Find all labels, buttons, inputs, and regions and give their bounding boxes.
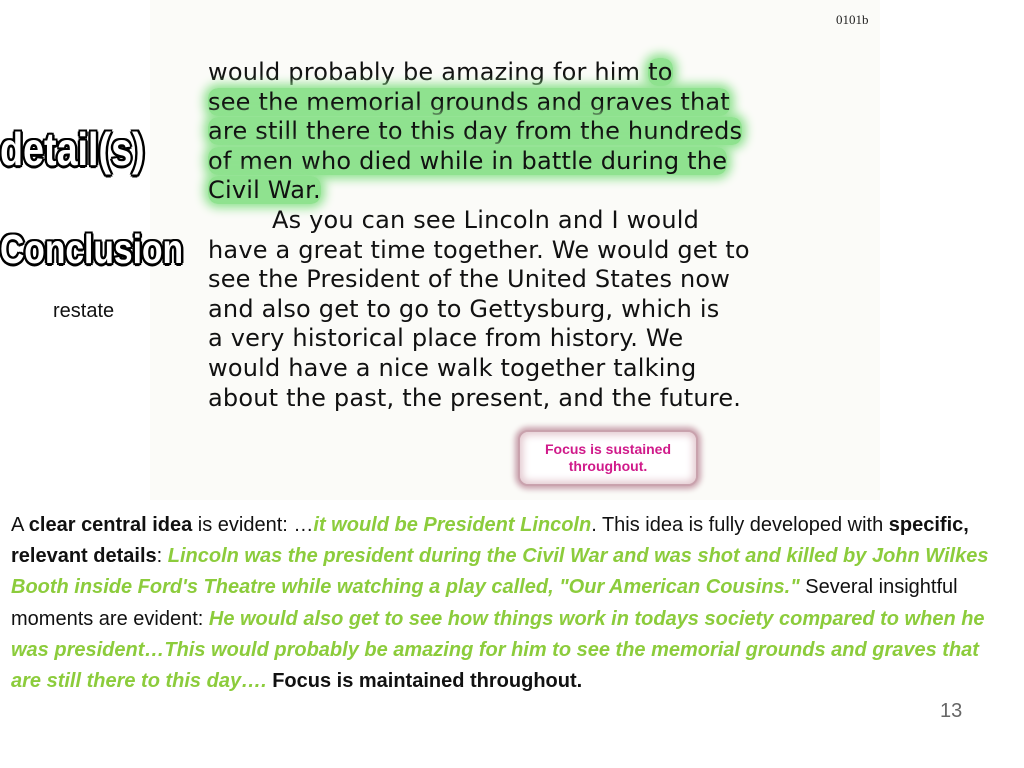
- commentary-bold: specific, relevant details: [11, 514, 969, 568]
- sticky-note: [518, 430, 698, 486]
- sticky-note-line-2: throughout.: [568, 458, 648, 474]
- highlighted-text: to: [648, 58, 673, 86]
- handwriting-text: would probably be amazing for him: [208, 58, 649, 86]
- restate-label: restate: [53, 300, 115, 322]
- handwritten-essay: [208, 58, 848, 413]
- handwriting-text: and also get to go to Gettysburg, which is: [208, 294, 720, 323]
- commentary-paragraph: [11, 510, 1001, 697]
- handwriting-line: [208, 295, 848, 325]
- handwriting-text: a very historical place from history. We: [208, 324, 684, 353]
- handwriting-line: [208, 206, 848, 236]
- handwriting-line: [208, 88, 848, 118]
- handwriting-line: [208, 265, 848, 295]
- handwriting-text: As you can see Lincoln and I would: [272, 205, 700, 234]
- handwriting-text: about the past, the present, and the future.: [208, 383, 742, 412]
- page-number: 13: [940, 700, 963, 722]
- commentary-quote: He would also get to see how things work in todays society compared to when he was president…This would probably be amazing for him to see the memorial grounds and graves that are still there to this day….: [11, 607, 985, 693]
- highlighted-text: Civil War.: [208, 176, 321, 205]
- handwriting-line: [208, 324, 848, 354]
- handwriting-text: see the President of the United States now: [208, 265, 731, 294]
- sticky-note-line-1: Focus is sustained: [544, 441, 672, 457]
- highlighted-text: see the memorial grounds and graves that: [208, 87, 730, 116]
- commentary-bold: Focus is maintained throughout.: [272, 670, 583, 693]
- commentary-text: Several insightful moments are evident:: [11, 576, 958, 630]
- handwriting-line: [208, 58, 848, 88]
- commentary-bold: clear central idea: [28, 514, 193, 536]
- handwriting-line: [208, 117, 848, 147]
- commentary-text: . This idea is fully developed with: [591, 514, 889, 536]
- commentary-quote: Lincoln was the president during the Civil War and was shot and killed by John Wilkes Booth inside Ford's Theatre while watching a play called, "Our American Cousins.": [11, 545, 989, 599]
- handwriting-line: [208, 176, 848, 206]
- highlighted-text: of men who died while in battle during the: [208, 146, 728, 175]
- details-label: detail(s): [0, 123, 145, 175]
- handwriting-line: [208, 384, 848, 414]
- handwriting-line: [208, 354, 848, 384]
- conclusion-label: Conclusion: [0, 226, 184, 272]
- handwriting-line: [208, 147, 848, 177]
- commentary-text: A: [11, 514, 29, 536]
- page-code: 0101b: [836, 12, 869, 27]
- highlighted-text: are still there to this day from the hundreds: [208, 117, 743, 146]
- handwriting-line: [208, 236, 848, 266]
- handwriting-text: have a great time together. We would get to: [208, 235, 750, 264]
- commentary-text: :: [156, 545, 168, 568]
- commentary-text: is evident: …: [192, 514, 314, 536]
- handwriting-text: would have a nice walk together talking: [208, 353, 697, 382]
- commentary-quote: it would be President Lincoln: [313, 514, 592, 536]
